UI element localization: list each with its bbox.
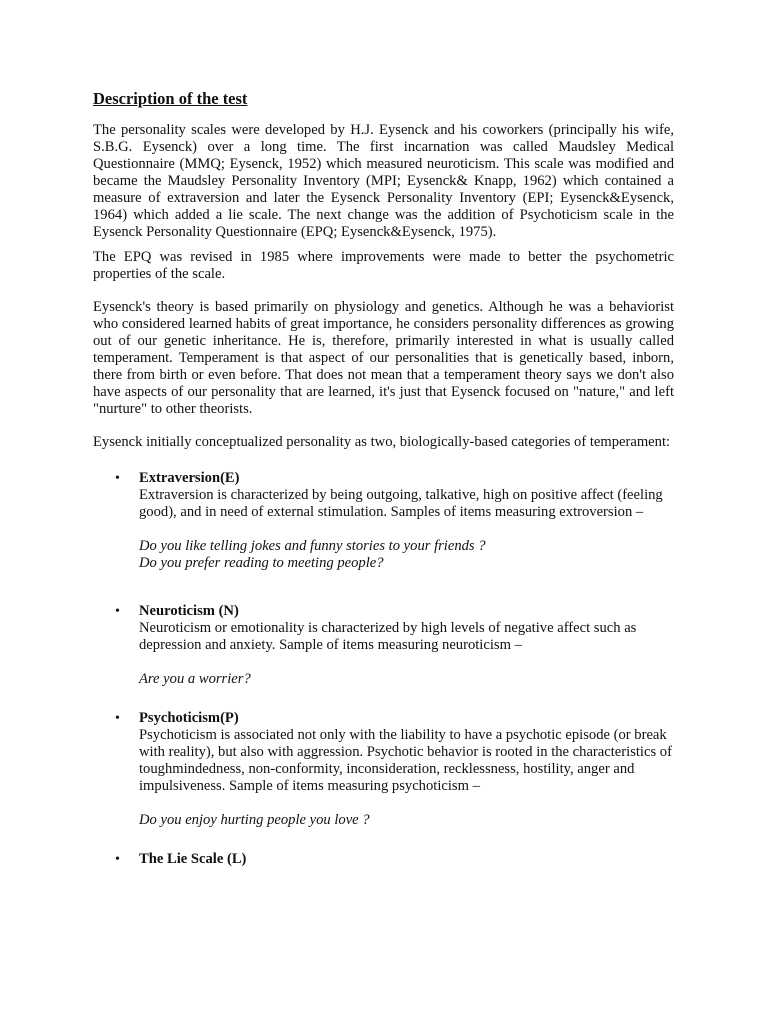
bullet-icon: •	[115, 604, 120, 619]
item-title: Extraversion(E)	[139, 470, 240, 486]
list-item-neuroticism	[93, 603, 674, 688]
paragraph-theory: Eysenck's theory is based primarily on physiology and genetics. Although he was a behaviorist who considered learned habits of great importance, he considers personality differences as growing out of our genetic inheritance. He is, therefore, primarily interested in what is usually called temperament. Temperament is that aspect of our personalities that is genetically based, inborn, there from birth or even before. That does not mean that a temperament theory says we don't also have aspects of our personality that are learned, it's just that Eysenck focused on "nature," and left "nurture" to other theorists.	[93, 299, 674, 417]
section-heading: Description of the test	[93, 89, 248, 108]
dimension-list	[93, 470, 674, 868]
document-page	[93, 86, 674, 868]
item-title: Neuroticism (N)	[139, 603, 239, 619]
item-description: Extraversion is characterized by being outgoing, talkative, high on positive affect (feeling good), and in need of external stimulation. Samples of items measuring extroversion –	[139, 487, 663, 520]
sample-question: Do you prefer reading to meeting people?	[139, 555, 384, 571]
sample-question: Do you enjoy hurting people you love ?	[139, 812, 370, 828]
list-item-extraversion	[93, 470, 674, 572]
bullet-icon: •	[115, 852, 120, 867]
item-description: Neuroticism or emotionality is characterized by high levels of negative affect such as depression and anxiety. Sample of items measuring neuroticism –	[139, 620, 637, 653]
list-item-lie-scale	[93, 851, 674, 868]
paragraph-categories-intro: Eysenck initially conceptualized personality as two, biologically-based categories of temperament:	[93, 434, 671, 450]
sample-question: Do you like telling jokes and funny stories to your friends ?	[139, 538, 486, 554]
item-title: Psychoticism(P)	[139, 710, 239, 726]
list-item-psychoticism	[93, 710, 674, 829]
bullet-icon: •	[115, 471, 120, 486]
paragraph-history: The personality scales were developed by H.J. Eysenck and his coworkers (principally his wife, S.B.G. Eysenck) over a long time. The first incarnation was called Maudsley Medical Questionnaire (MMQ; Eysenck, 1952) which measured neuroticism. This scale was modified and became the Maudsley Personality Inventory (MPI; Eysenck& Knapp, 1962) which contained a measure of extraversion and later the Eysenck Personality Inventory (EPI; Eysenck&Eysenck, 1964) which added a lie scale. The next change was the addition of Psychoticism scale in the Eysenck Personality Questionnaire (EPQ; Eysenck&Eysenck, 1975).	[93, 122, 674, 240]
paragraph-revision: The EPQ was revised in 1985 where improvements were made to better the psychometric properties of the scale.	[93, 249, 674, 282]
item-title: The Lie Scale (L)	[139, 851, 247, 867]
item-description: Psychoticism is associated not only with the liability to have a psychotic episode (or break with reality), but also with aggression. Psychotic behavior is rooted in the characteristics of toughmindedness, non-conformity, inconsideration, recklessness, hostility, anger and impulsiveness. Sample of items measuring psychoticism –	[139, 727, 672, 794]
sample-question: Are you a worrier?	[139, 671, 251, 687]
bullet-icon: •	[115, 711, 120, 726]
